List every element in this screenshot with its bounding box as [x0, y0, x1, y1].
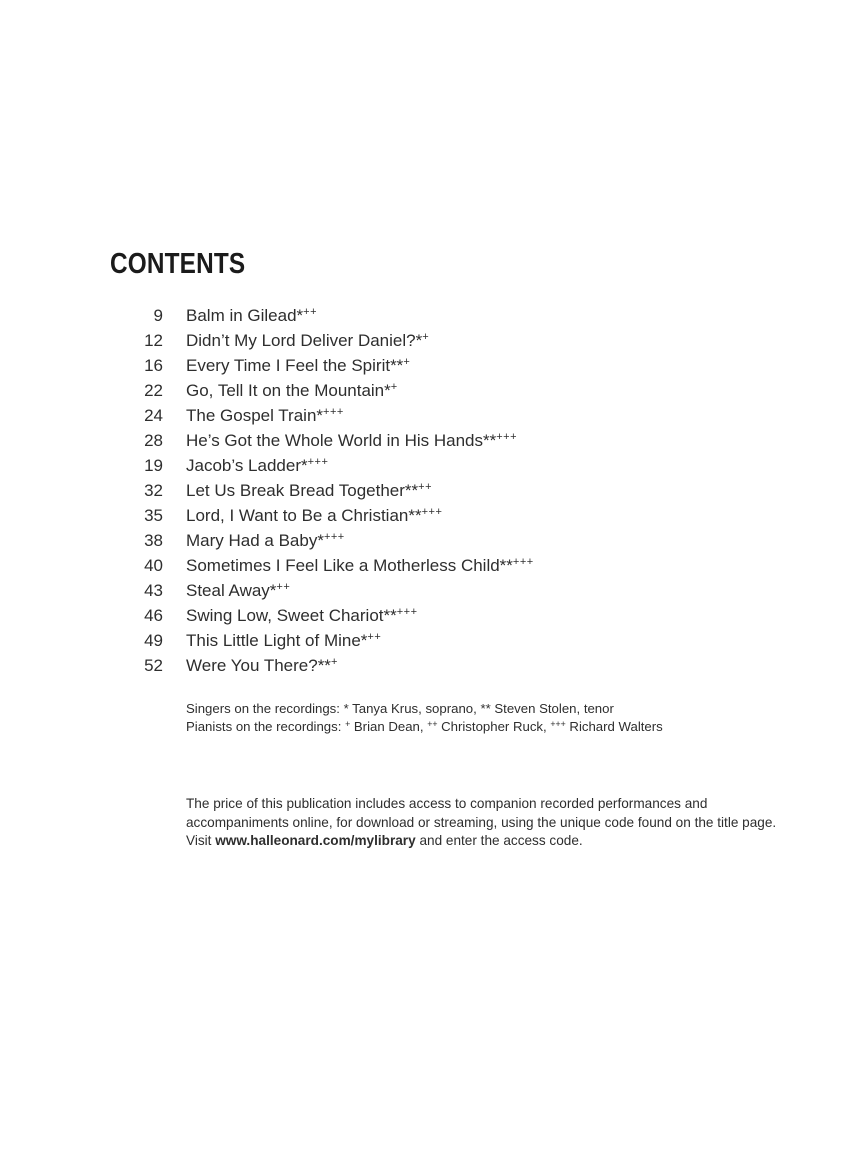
- toc-entry: [110, 328, 534, 353]
- toc-page-number: 43: [144, 581, 163, 600]
- toc-plus-markers: +: [390, 381, 398, 393]
- toc-page-number: 22: [144, 381, 163, 400]
- toc-entry: [110, 553, 534, 578]
- toc-song-title: Didn’t My Lord Deliver Daniel?*+: [186, 331, 430, 350]
- toc-page-number: 52: [144, 656, 163, 675]
- toc-song-title: Go, Tell It on the Mountain*+: [186, 381, 398, 400]
- toc-plus-markers: +: [330, 656, 338, 668]
- toc-plus-markers: +++: [396, 606, 418, 618]
- text-segment: Richard Walters: [565, 718, 663, 734]
- toc-song-title: Swing Low, Sweet Chariot**+++: [186, 606, 418, 625]
- toc-plus-markers: +: [422, 331, 430, 343]
- toc-entry: [110, 528, 534, 553]
- toc-plus-markers: +++: [323, 406, 344, 418]
- access-note-line: [186, 795, 776, 814]
- toc-entry: [110, 453, 534, 478]
- toc-entry: [110, 603, 534, 628]
- access-note-line: [186, 832, 776, 851]
- toc-song-title: The Gospel Train*+++: [186, 406, 344, 425]
- singers-credit-line: [186, 700, 663, 718]
- toc-plus-markers: ++: [367, 631, 382, 643]
- toc-page-number: 28: [144, 431, 163, 450]
- superscript-marker: ++: [427, 718, 438, 729]
- toc-song-title: Mary Had a Baby*+++: [186, 531, 345, 550]
- text-segment: Brian Dean,: [350, 718, 428, 734]
- toc-plus-markers: +++: [421, 506, 443, 518]
- text-segment: Pianists on the recordings:: [186, 718, 346, 734]
- toc-song-title: Were You There?**+: [186, 656, 338, 675]
- toc-page-number: 32: [144, 481, 163, 500]
- toc-plus-markers: ++: [276, 581, 291, 593]
- toc-plus-markers: ++: [418, 481, 433, 493]
- toc-page-number: 19: [144, 456, 163, 475]
- pianists-credit-line: [186, 718, 663, 736]
- toc-entry: [110, 578, 534, 603]
- bold-url-text: www.halleonard.com/mylibrary: [215, 833, 416, 848]
- toc-entry: [110, 353, 534, 378]
- text-segment: and enter the access code.: [415, 833, 583, 848]
- toc-entry: [110, 403, 534, 428]
- toc-song-title: This Little Light of Mine*++: [186, 631, 382, 650]
- toc-plus-markers: +++: [512, 556, 534, 568]
- toc-entry: [110, 303, 534, 328]
- toc-song-title: Jacob’s Ladder*+++: [186, 456, 329, 475]
- toc-page-number: 16: [144, 356, 163, 375]
- toc-plus-markers: +++: [496, 431, 518, 443]
- toc-song-title: He’s Got the Whole World in His Hands**+++: [186, 431, 518, 450]
- text-segment: Singers on the recordings: * Tanya Krus, soprano, ** Steven Stolen, tenor: [186, 701, 614, 716]
- toc-plus-markers: +++: [323, 531, 345, 543]
- text-segment: Christopher Ruck,: [437, 718, 551, 734]
- toc-song-title: Let Us Break Bread Together**++: [186, 481, 433, 500]
- toc-page-number: 35: [144, 506, 163, 525]
- superscript-marker: +++: [550, 718, 566, 729]
- toc-song-title: Sometimes I Feel Like a Motherless Child**+++: [186, 556, 534, 575]
- access-note-line: [186, 814, 776, 833]
- toc-song-title: Lord, I Want to Be a Christian**+++: [186, 506, 443, 525]
- page-title: CONTENTS: [110, 248, 246, 280]
- toc-entry: [110, 653, 534, 678]
- toc-plus-markers: +++: [307, 456, 329, 468]
- toc-list: [110, 303, 534, 678]
- toc-page-number: 49: [144, 631, 163, 650]
- recording-credits: [186, 700, 663, 735]
- toc-page-number: 12: [144, 331, 163, 350]
- toc-song-title: Balm in Gilead*++: [186, 306, 318, 325]
- toc-plus-markers: +: [403, 356, 411, 368]
- toc-entry: [110, 378, 534, 403]
- text-segment: Visit: [186, 833, 216, 848]
- toc-page-number: 38: [144, 531, 163, 550]
- toc-song-title: Every Time I Feel the Spirit**+: [186, 356, 411, 375]
- access-note: [186, 795, 776, 851]
- toc-page-number: 9: [153, 306, 163, 325]
- toc-song-title: Steal Away*++: [186, 581, 291, 600]
- toc-entry: [110, 478, 534, 503]
- toc-page-number: 40: [144, 556, 163, 575]
- text-segment: The price of this publication includes access to companion recorded performances and: [186, 796, 708, 811]
- superscript-marker: +: [345, 718, 351, 729]
- text-segment: accompaniments online, for download or streaming, using the unique code found on the title page.: [186, 814, 777, 830]
- toc-page-number: 24: [144, 406, 163, 425]
- toc-entry: [110, 428, 534, 453]
- toc-plus-markers: ++: [303, 306, 318, 318]
- toc-entry: [110, 503, 534, 528]
- toc-entry: [110, 628, 534, 653]
- toc-page-number: 46: [144, 606, 163, 625]
